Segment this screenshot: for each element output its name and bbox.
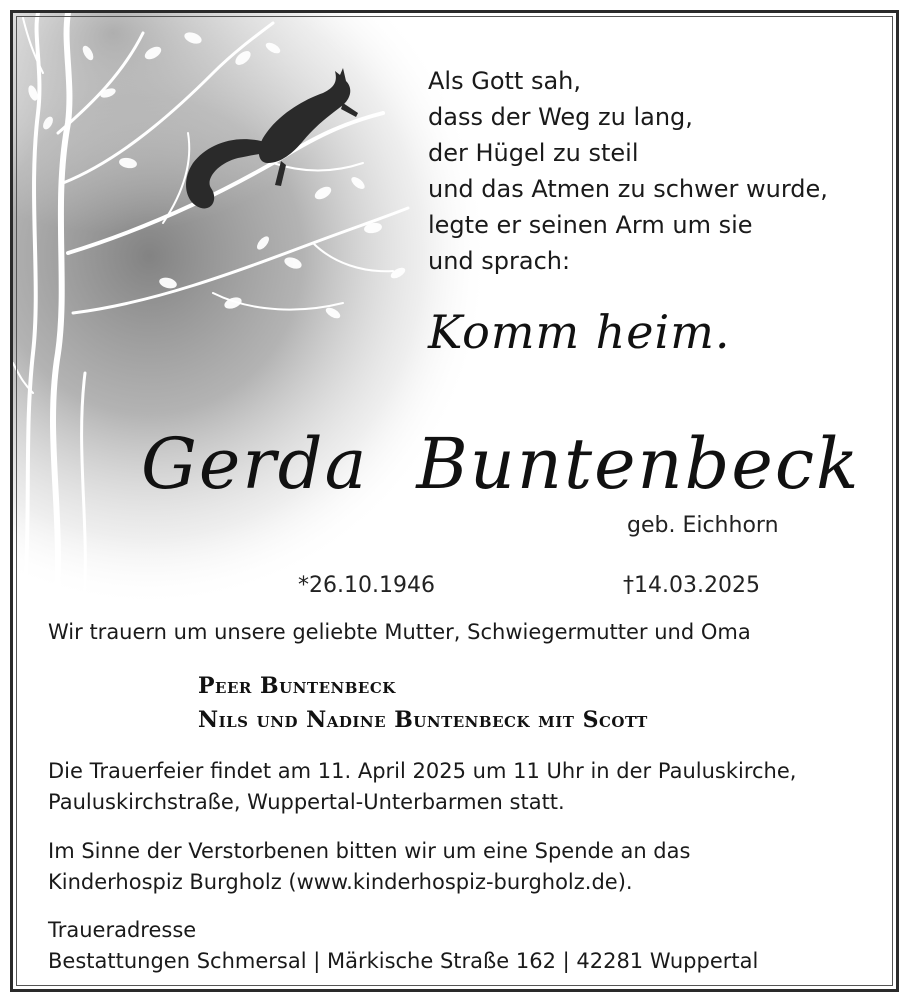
family-member: Peer Buntenbeck <box>198 673 396 699</box>
funeral-line: Die Trauerfeier findet am 11. April 2025 um 11 Uhr in der Pauluskirche, <box>48 759 797 783</box>
obituary-card <box>10 10 899 992</box>
poem-line: und sprach: <box>428 247 571 275</box>
funeral-line: Pauluskirchstraße, Wuppertal-Unterbarmen statt. <box>48 790 565 814</box>
poem-line: und das Atmen zu schwer wurde, <box>428 175 828 203</box>
poem-line: Als Gott sah, <box>428 67 581 95</box>
deceased-first-name: Gerda <box>141 423 369 505</box>
mourning-address <box>48 915 758 977</box>
maiden-name: geb. Eichhorn <box>627 513 779 538</box>
poem <box>428 63 828 279</box>
address-line: Bestattungen Schmersal | Märkische Straße 162 | 42281 Wuppertal <box>48 949 759 973</box>
poem-line: der Hügel zu steil <box>428 139 639 167</box>
address-label: Traueradresse <box>48 918 197 942</box>
donation-info <box>48 836 690 898</box>
poem-line: legte er seinen Arm um sie <box>428 211 753 239</box>
funeral-info <box>48 756 796 818</box>
family-members <box>198 669 648 737</box>
death-date: †14.03.2025 <box>623 573 760 598</box>
deceased-name <box>141 423 860 505</box>
poem-quote: Komm heim. <box>428 305 731 359</box>
donation-line: Im Sinne der Verstorbenen bitten wir um eine Spende an das <box>48 839 691 863</box>
birth-date: *26.10.1946 <box>298 573 435 598</box>
poem-line: dass der Weg zu lang, <box>428 103 693 131</box>
donation-line: Kinderhospiz Burgholz (www.kinderhospiz-burgholz.de). <box>48 870 633 894</box>
deceased-last-name: Buntenbeck <box>416 423 861 505</box>
family-member: Nils und Nadine Buntenbeck mit Scott <box>198 707 648 733</box>
mourning-text: Wir trauern um unsere geliebte Mutter, Schwiegermutter und Oma <box>48 620 751 644</box>
